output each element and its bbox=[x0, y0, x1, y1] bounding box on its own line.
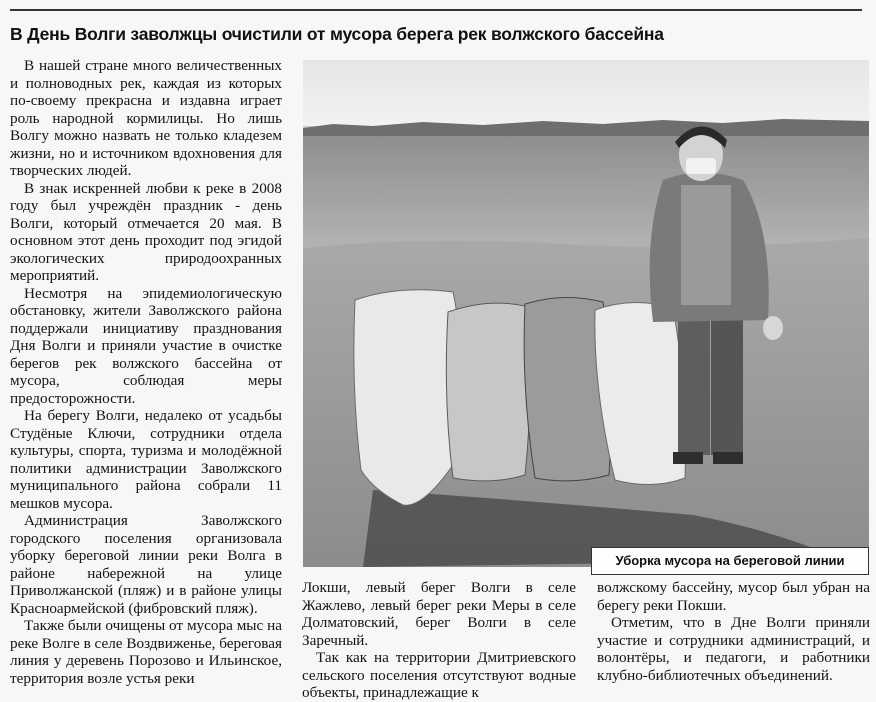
paragraph: Также были очищены от мусора мыс на реке Волге в селе Воздвиженье, береговая линия у деревень Порозово и Ильинское, территория возле устья реки bbox=[10, 617, 282, 687]
paragraph: Отметим, что в Дне Волги приняли участие и сотрудники администраций, и волонтёры, и педагоги, и работники клубно-библиотечных объединений. bbox=[597, 614, 870, 684]
photo-illustration bbox=[303, 60, 869, 567]
paragraph: Администрация Заволжского городского поселения организовала уборку береговой линии реки Волга в районе набережной на улице Приволжанской (пляж) и в районе улицы Красноармейской (фибровский пляж). bbox=[10, 512, 282, 617]
paragraph: Так как на территории Дмитриевского сельского поселения отсутствуют водные объекты, принадлежащие к bbox=[302, 649, 576, 701]
paragraph: Несмотря на эпидемиологическую обстановку, жители Заволжского района поддержали инициативу празднования Дня Волги и приняли участие в очистке берегов рек волжского бассейна от мусора, соблюдая меры предосторожности. bbox=[10, 284, 282, 407]
paragraph: На берегу Волги, недалеко от усадьбы Студёные Ключи, сотрудники отдела культуры, спорта, туризма и молодёжной политики администрации Заволжского муниципального района собрали 11 мешков мусора. bbox=[10, 407, 282, 512]
top-rule bbox=[10, 9, 862, 11]
paragraph: В знак искренней любви к реке в 2008 году был учреждён праздник - день Волги, который отмечается 20 мая. В основном этот день проходит под эгидой экологических природоохранных мероприятий. bbox=[10, 179, 282, 284]
column-3 bbox=[597, 579, 870, 684]
photo-caption: Уборка мусора на береговой линии bbox=[591, 547, 869, 575]
column-1 bbox=[10, 57, 282, 687]
paragraph-continued: волжскому бассейну, мусор был убран на берегу реки Покши. bbox=[597, 579, 870, 614]
headline: В День Волги заволжцы очистили от мусора берега рек волжского бассейна bbox=[10, 24, 664, 44]
article-photo bbox=[303, 60, 869, 567]
garbage-bags bbox=[354, 290, 686, 505]
paragraph: В нашей стране много величественных и полноводных рек, каждая из которых по-своему прекрасна и издавна играет роль народной кормилицы. Но лишь Волгу можно назвать не только кладезем жизни, но и источником вдохновения для творческих людей. bbox=[10, 57, 282, 179]
column-2 bbox=[302, 579, 576, 702]
water bbox=[303, 136, 869, 248]
paragraph-continued: Локши, левый берег Волги в селе Жажлево, левый берег реки Меры в селе Долматовский, берег Волги в селе Заречный. bbox=[302, 579, 576, 649]
sky bbox=[303, 60, 869, 126]
